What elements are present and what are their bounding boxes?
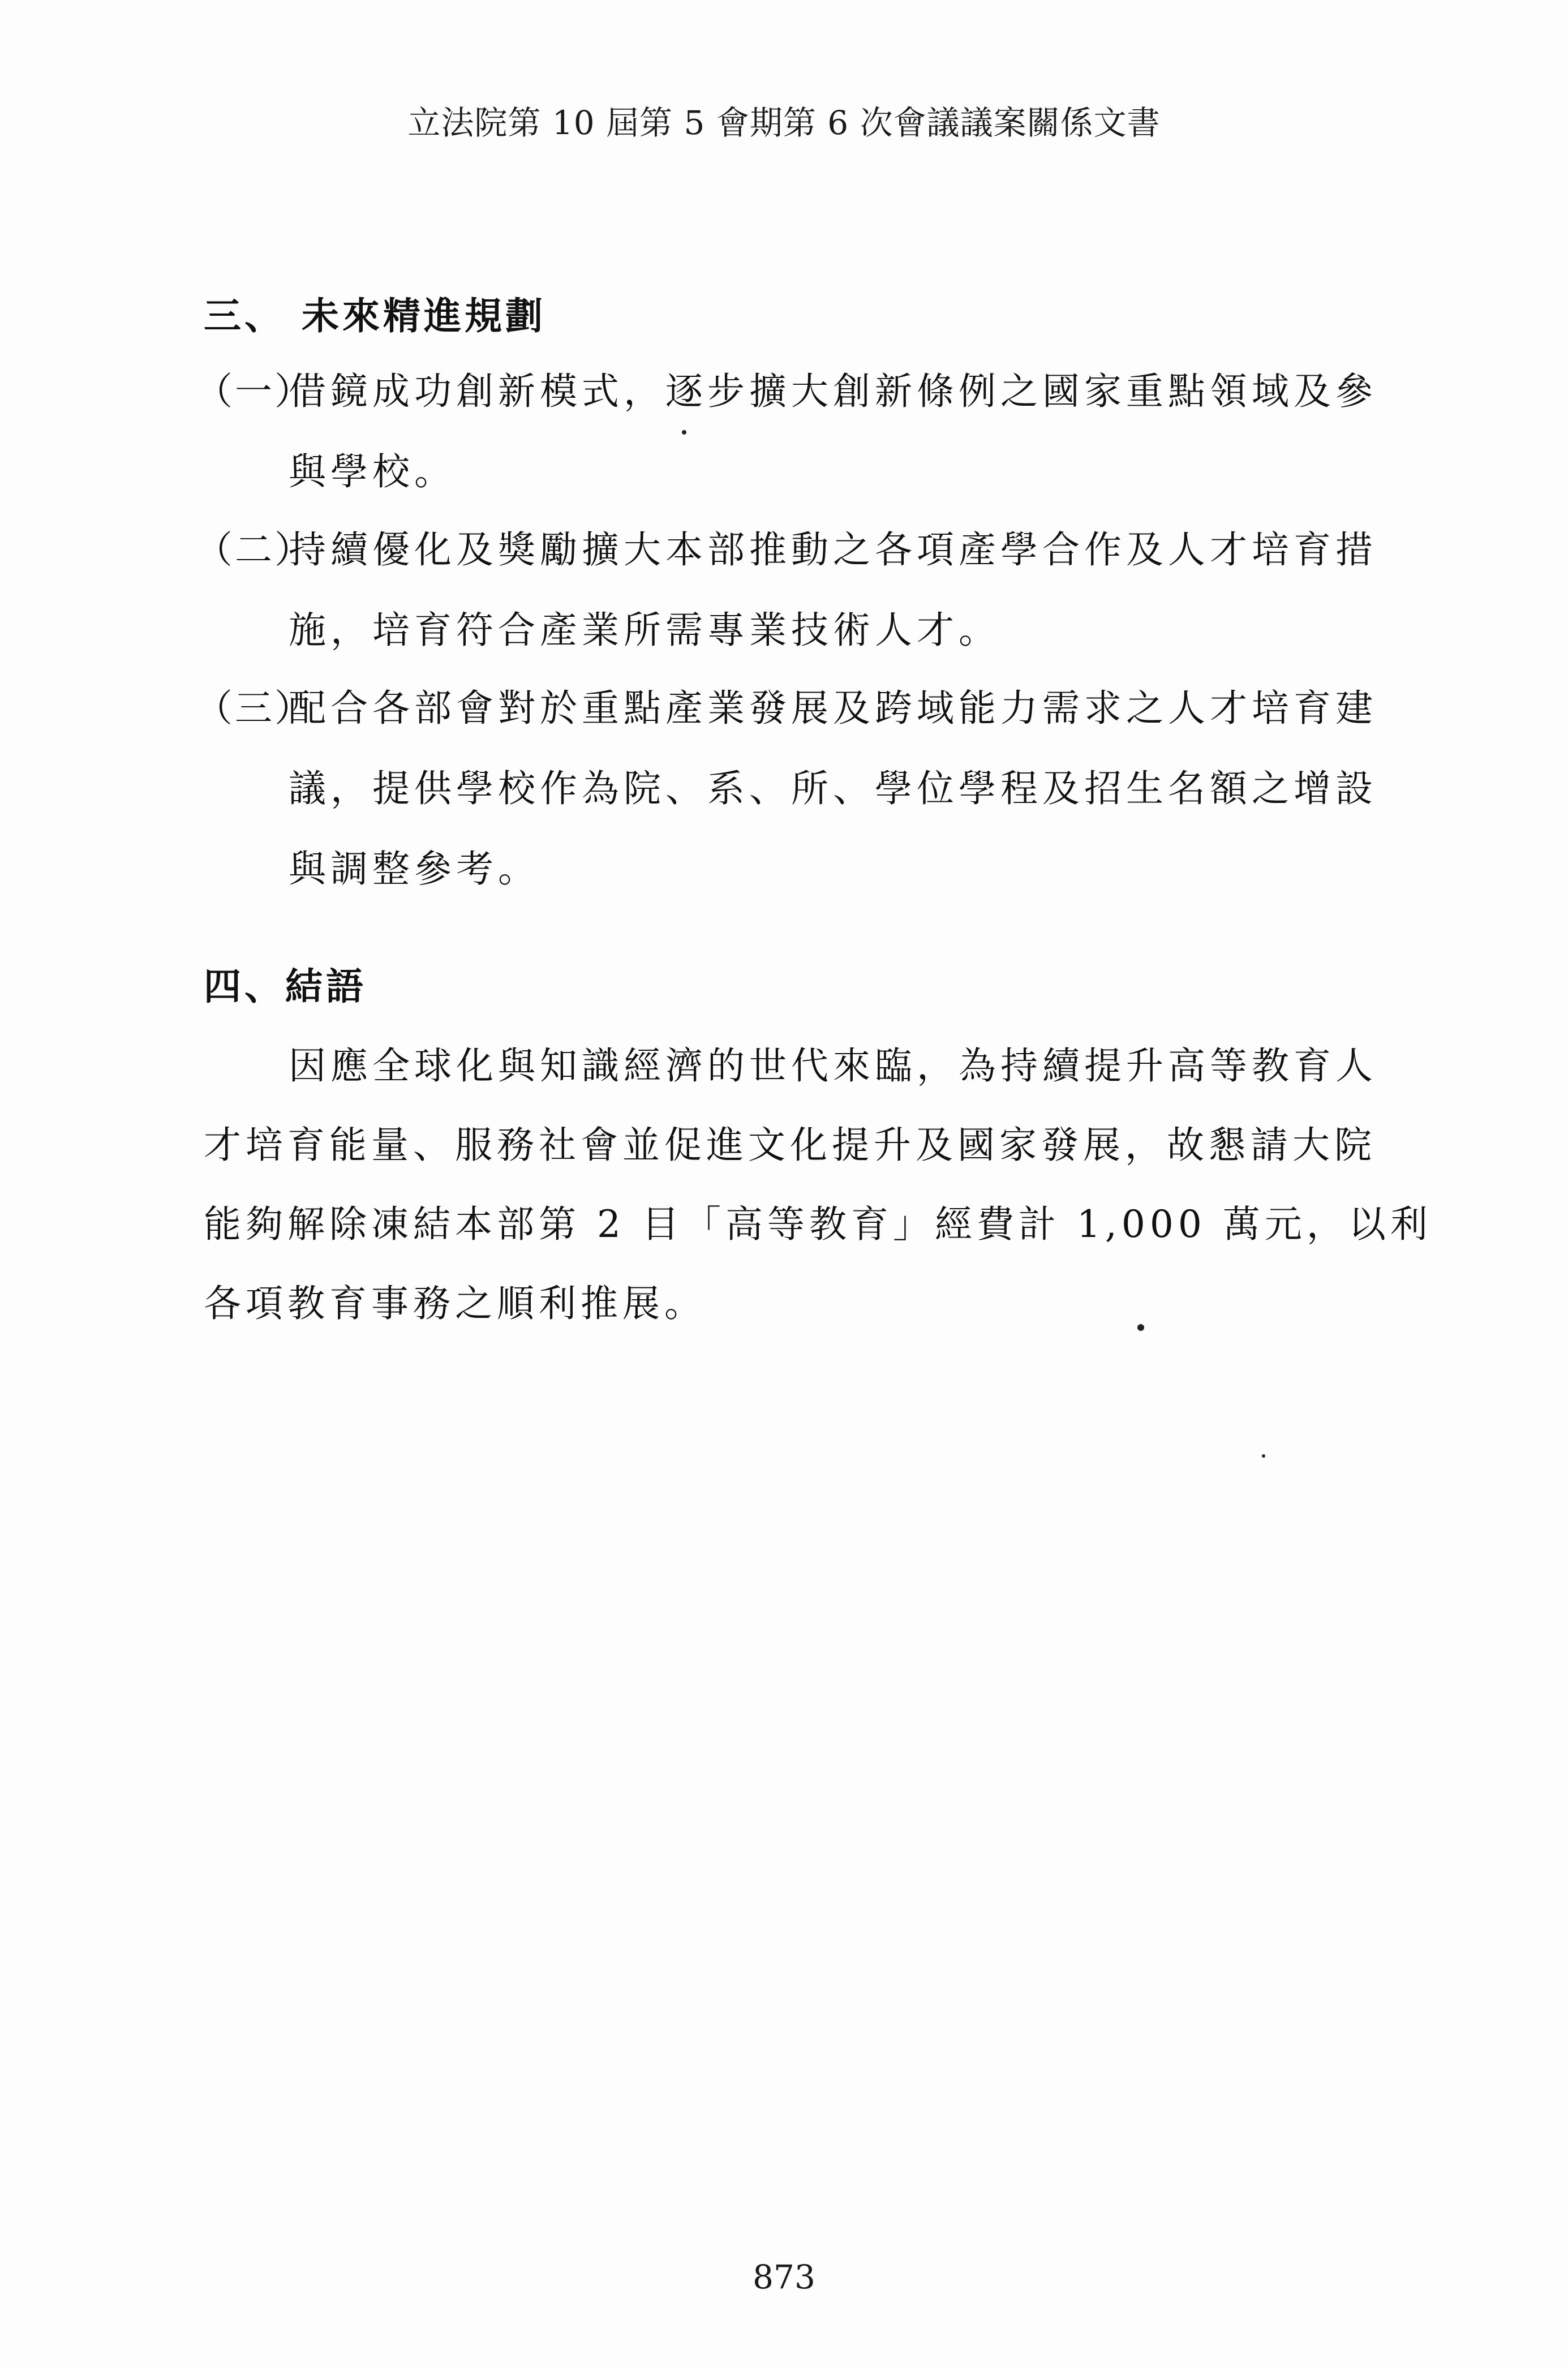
item-2-line-1: 持續優化及獎勵擴大本部推動之各項產學合作及人才培育措: [289, 528, 1377, 572]
item-number-3: （三）: [195, 686, 314, 730]
conclusion-line-4: 各項教育事務之順利推展。: [204, 1282, 706, 1325]
conclusion-line-1: 因應全球化與知識經濟的世代來臨，為持續提升高等教育人: [289, 1044, 1377, 1088]
section-heading-conclusion: 四、結語: [204, 964, 367, 1008]
item-3-line-3: 與調整參考。: [289, 847, 540, 891]
scan-speck: [682, 430, 686, 435]
item-2-line-2: 施，培育符合產業所需專業技術人才。: [289, 608, 1000, 652]
item-3-line-2: 議，提供學校作為院、系、所、學位學程及招生名額之增設: [289, 767, 1377, 810]
section-heading-future-plans: 三、 未來精進規劃: [204, 294, 546, 338]
scan-speck: [1262, 1454, 1265, 1458]
item-number-1: （一）: [195, 370, 314, 413]
conclusion-line-3: 能夠解除凍結本部第 2 目「高等教育」經費計 1,000 萬元，以利: [204, 1202, 1432, 1246]
item-1-line-2: 與學校。: [289, 450, 456, 493]
item-3-line-1: 配合各部會對於重點產業發展及跨域能力需求之人才培育建: [289, 686, 1377, 730]
conclusion-line-2: 才培育能量、服務社會並促進文化提升及國家發展，故懇請大院: [204, 1123, 1376, 1167]
item-1-line-1: 借鏡成功創新模式，逐步擴大創新條例之國家重點領域及參: [289, 370, 1377, 413]
scan-speck: [1137, 1324, 1144, 1331]
item-number-2: （二）: [195, 528, 314, 572]
page-number: 873: [753, 2258, 815, 2296]
running-header: 立法院第 10 屆第 5 會期第 6 次會議議案關係文書: [407, 104, 1161, 142]
